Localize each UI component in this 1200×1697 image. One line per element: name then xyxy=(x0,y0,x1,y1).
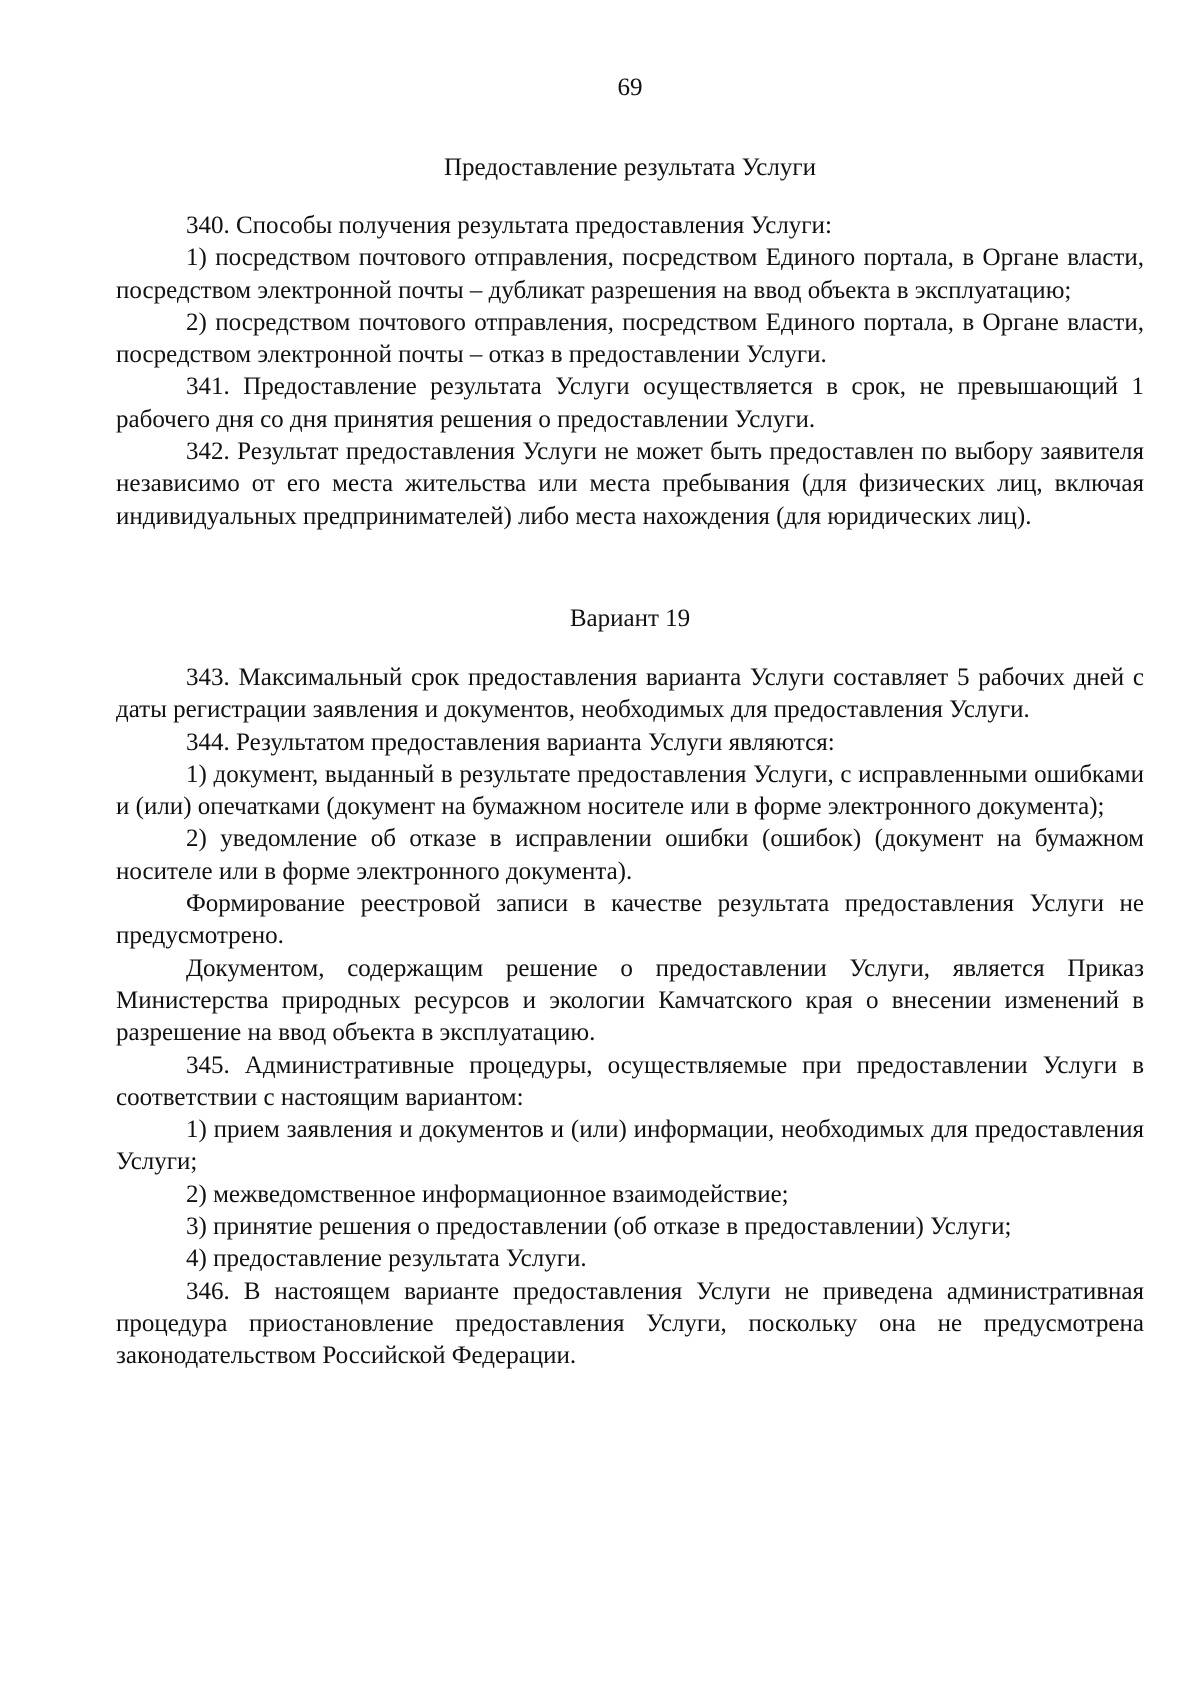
paragraph-registry-record: Формирование реестровой записи в качестве результата предоставления Услуги не предусмотрено. xyxy=(116,890,1144,950)
section-result-body xyxy=(116,210,1144,533)
section-variant-body xyxy=(116,662,1144,1373)
paragraph-345-item-4: 4) предоставление результата Услуги. xyxy=(186,1245,587,1273)
paragraph-342: 342. Результат предоставления Услуги не может быть предоставлен по выбору заявителя независимо от его места жительства или места пребывания (для физических лиц, включая индивидуальных предпринимателей) либо места нахождения (для юридических лиц). xyxy=(116,438,1144,530)
paragraph-340-item-1: 1) посредством почтового отправления, посредством Единого портала, в Органе власти, посредством электронной почты – дубликат разрешения на ввод объекта в эксплуатацию; xyxy=(116,244,1144,304)
section-heading-result: Предоставление результата Услуги xyxy=(444,154,816,181)
paragraph-341: 341. Предоставление результата Услуги осуществляется в срок, не превышающий 1 рабочего дня со дня принятия решения о предоставлении Услуги. xyxy=(116,373,1144,433)
paragraph-345: 345. Административные процедуры, осуществляемые при предоставлении Услуги в соответствии с настоящим вариантом: xyxy=(116,1051,1144,1111)
paragraph-345-item-1: 1) прием заявления и документов и (или) информации, необходимых для предоставления Услуги; xyxy=(116,1116,1144,1176)
paragraph-340: 340. Способы получения результата предоставления Услуги: xyxy=(186,212,832,239)
paragraph-344: 344. Результатом предоставления варианта Услуги являются: xyxy=(186,728,835,756)
paragraph-345-item-2: 2) межведомственное информационное взаимодействие; xyxy=(186,1180,789,1208)
paragraph-decision-document: Документом, содержащим решение о предоставлении Услуги, является Приказ Министерства природных ресурсов и экологии Камчатского края о внесении изменений в разрешение на ввод объекта в эксплуатацию. xyxy=(116,954,1144,1047)
section-heading-variant: Вариант 19 xyxy=(569,605,691,632)
paragraph-346: 346. В настоящем варианте предоставления Услуги не приведена административная процедура приостановление предоставления Услуги, поскольку она не предусмотрена законодательством Российской Федерации. xyxy=(116,1277,1144,1370)
paragraph-340-item-2: 2) посредством почтового отправления, посредством Единого портала, в Органе власти, посредством электронной почты – отказ в предоставлении Услуги. xyxy=(116,308,1144,369)
paragraph-343: 343. Максимальный срок предоставления варианта Услуги составляет 5 рабочих дней с даты регистрации заявления и документов, необходимых для предоставления Услуги. xyxy=(116,664,1144,724)
paragraph-345-item-3: 3) принятие решения о предоставлении (об отказе в предоставлении) Услуги; xyxy=(186,1213,1012,1241)
page-number: 69 xyxy=(617,74,643,101)
paragraph-344-item-1: 1) документ, выданный в результате предоставления Услуги, с исправленными ошибками и (или) опечатками (документ на бумажном носителе или в форме электронного документа); xyxy=(116,760,1144,821)
paragraph-344-item-2: 2) уведомление об отказе в исправлении ошибки (ошибок) (документ на бумажном носителе или в форме электронного документа). xyxy=(116,825,1144,885)
